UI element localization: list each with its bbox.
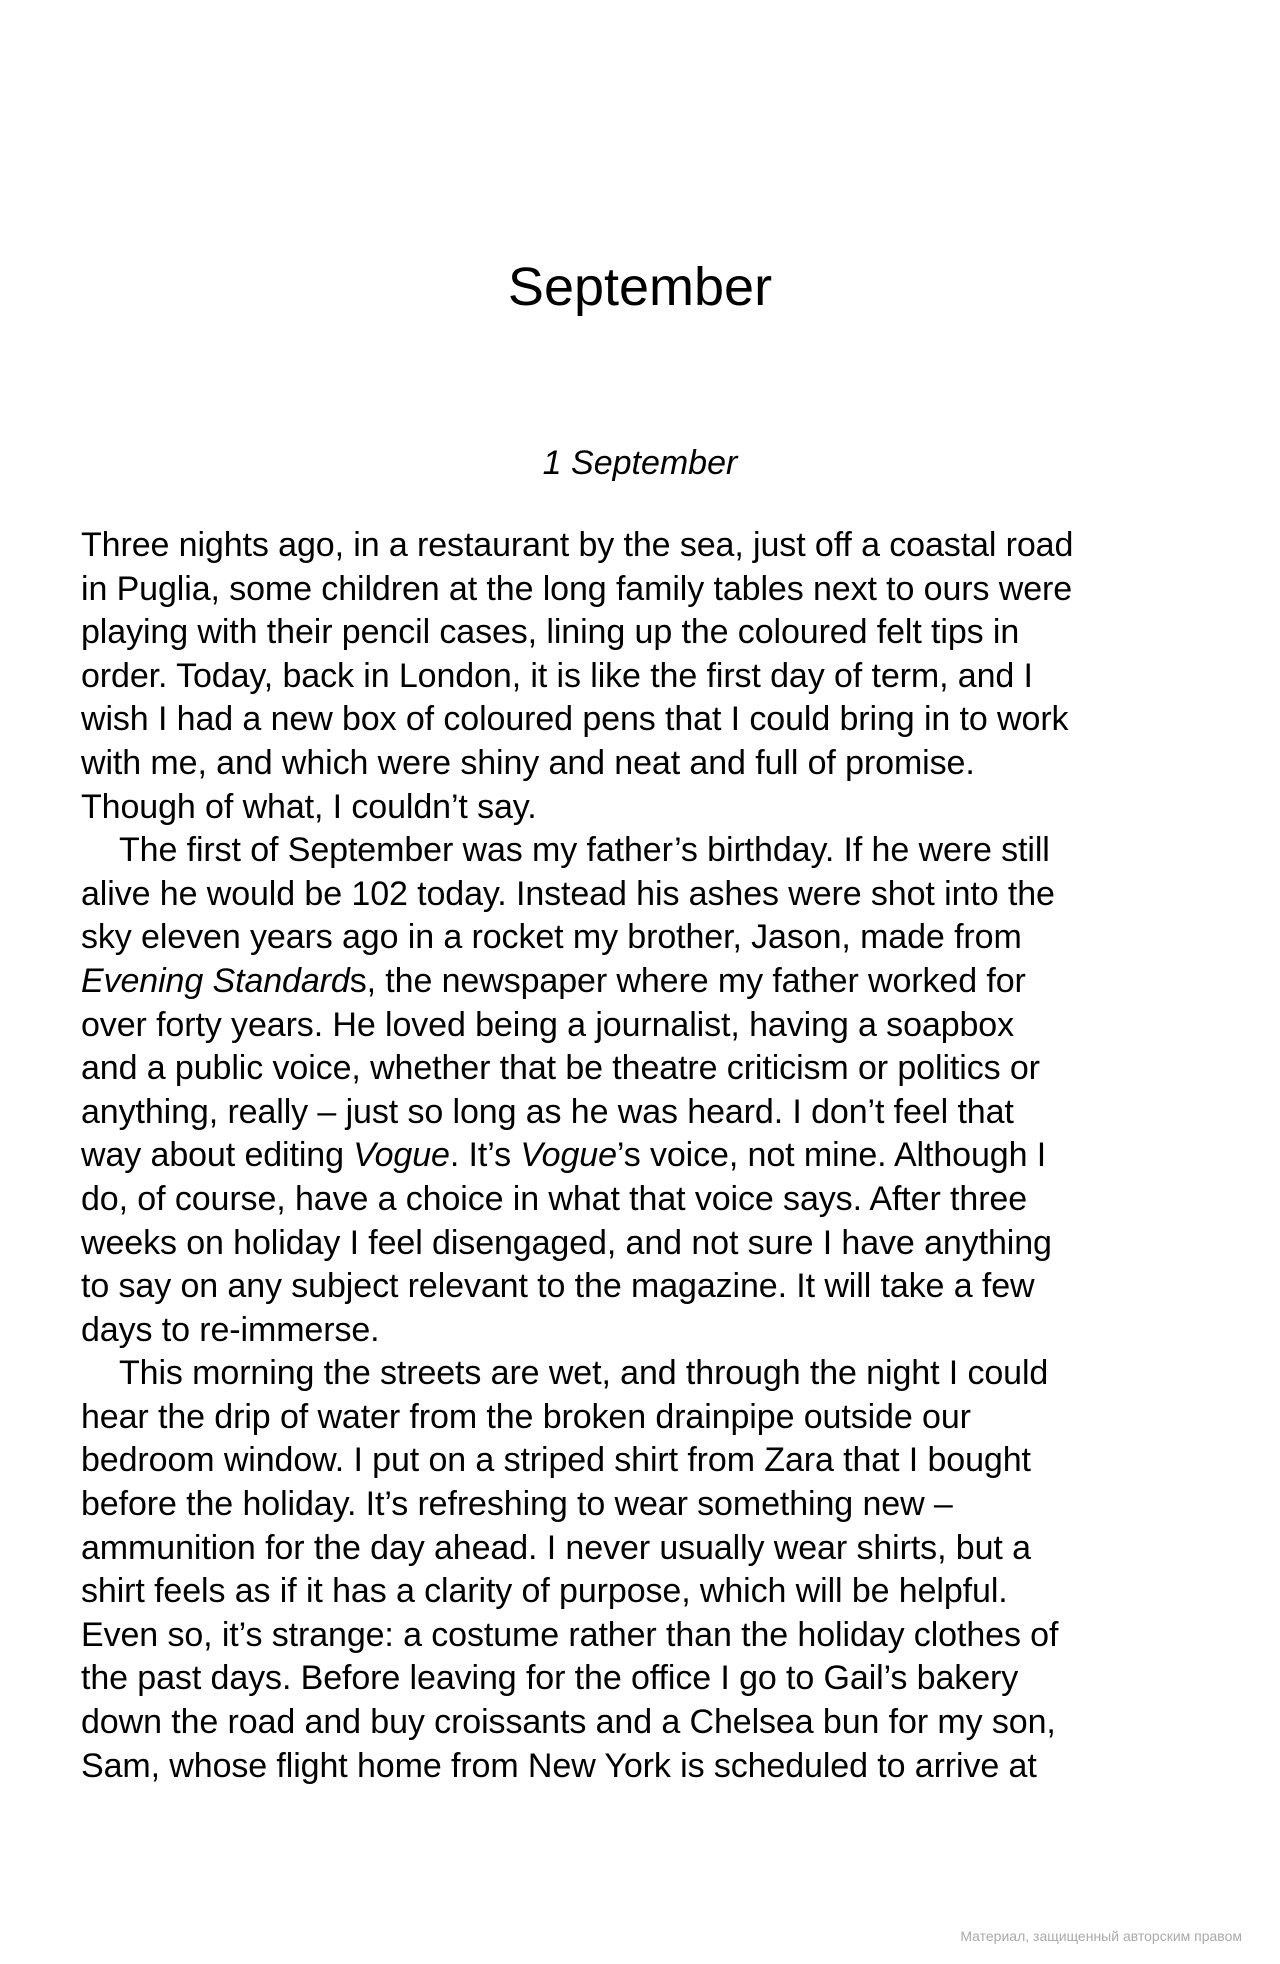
text-line: [81, 1004, 1221, 1048]
copyright-watermark: Материал, защищенный авторским правом: [960, 1928, 1242, 1944]
text-segment: shirt feels as if it has a clarity of purpose, which will be helpful.: [81, 1572, 1008, 1611]
text-segment: the past days. Before leaving for the office I go to Gail’s bakery: [81, 1659, 1019, 1698]
italic-text-segment: Vogue: [520, 1136, 617, 1175]
text-line: [81, 829, 1221, 873]
text-segment: do, of course, have a choice in what that voice says. After three: [81, 1179, 1028, 1218]
text-segment: before the holiday. It’s refreshing to wear something new –: [81, 1485, 953, 1524]
text-line: [81, 1439, 1221, 1483]
italic-text-segment: Evening Standard: [81, 961, 350, 1000]
text-line: [81, 611, 1221, 655]
text-segment: wish I had a new box of coloured pens that I could bring in to work: [81, 700, 1069, 739]
text-segment: and a public voice, whether that be theatre criticism or politics or: [81, 1049, 1040, 1088]
text-line: [81, 1309, 1221, 1353]
text-line: [81, 1570, 1221, 1614]
text-line: [81, 1701, 1221, 1745]
text-segment: hear the drip of water from the broken drainpipe outside our: [81, 1397, 971, 1436]
text-line: [81, 1222, 1221, 1266]
text-line: [81, 873, 1221, 917]
text-line: [81, 655, 1221, 699]
text-segment: alive he would be 102 today. Instead his ashes were shot into the: [81, 874, 1055, 913]
text-segment: Three nights ago, in a restaurant by the sea, just off a coastal road: [81, 526, 1074, 564]
chapter-title: September: [507, 257, 773, 317]
text-segment: down the road and buy croissants and a Chelsea bun for my son,: [81, 1703, 1056, 1742]
text-line: [81, 742, 1221, 786]
text-segment: order. Today, back in London, it is like the first day of term, and I: [81, 656, 1033, 695]
text-line: [81, 1396, 1221, 1440]
body-text: [81, 524, 1221, 1788]
text-segment: sky eleven years ago in a rocket my brother, Jason, made from: [81, 918, 1022, 957]
text-segment: way about editing: [81, 1136, 354, 1175]
text-line: [81, 1745, 1221, 1789]
text-line: [81, 524, 1221, 568]
text-line: [81, 786, 1221, 830]
italic-text-segment: Vogue: [353, 1136, 450, 1175]
text-segment: s, the newspaper where my father worked for: [349, 961, 1026, 1000]
text-segment: playing with their pencil cases, lining up the coloured felt tips in: [81, 613, 1020, 652]
text-segment: weeks on holiday I feel disengaged, and not sure I have anything: [81, 1223, 1052, 1262]
text-segment: Though of what, I couldn’t say.: [81, 787, 537, 826]
text-line: [81, 698, 1221, 742]
text-line: [81, 1657, 1221, 1701]
text-line: [81, 1091, 1221, 1135]
text-segment: over forty years. He loved being a journalist, having a soapbox: [81, 1005, 1015, 1044]
text-line: [81, 1483, 1221, 1527]
text-segment: with me, and which were shiny and neat and full of promise.: [81, 743, 975, 782]
text-line: [81, 1178, 1221, 1222]
text-segment: This morning the streets are wet, and through the night I could: [119, 1354, 1049, 1393]
text-segment: anything, really – just so long as he was heard. I don’t feel that: [81, 1092, 1014, 1131]
text-line: [81, 1047, 1221, 1091]
text-line: [81, 916, 1221, 960]
text-segment: ammunition for the day ahead. I never usually wear shirts, but a: [81, 1528, 1031, 1567]
text-line: [81, 1614, 1221, 1658]
text-line: [81, 568, 1221, 612]
text-segment: days to re-immerse.: [81, 1310, 380, 1349]
text-segment: The first of September was my father’s birthday. If he were still: [119, 831, 1050, 870]
text-segment: ’s voice, not mine. Although I: [616, 1136, 1047, 1175]
text-line: [81, 1134, 1221, 1178]
text-segment: to say on any subject relevant to the magazine. It will take a few: [81, 1267, 1035, 1306]
text-line: [81, 1527, 1221, 1571]
text-segment: . It’s: [449, 1136, 521, 1175]
text-line: [81, 1265, 1221, 1309]
text-segment: in Puglia, some children at the long family tables next to ours were: [81, 569, 1073, 608]
entry-date-heading: 1 September: [542, 444, 738, 482]
text-line: [81, 1352, 1221, 1396]
text-segment: Sam, whose flight home from New York is scheduled to arrive at: [81, 1746, 1037, 1785]
text-segment: Even so, it’s strange: a costume rather than the holiday clothes of: [81, 1615, 1059, 1654]
text-line: [81, 960, 1221, 1004]
text-segment: bedroom window. I put on a striped shirt from Zara that I bought: [81, 1441, 1031, 1480]
